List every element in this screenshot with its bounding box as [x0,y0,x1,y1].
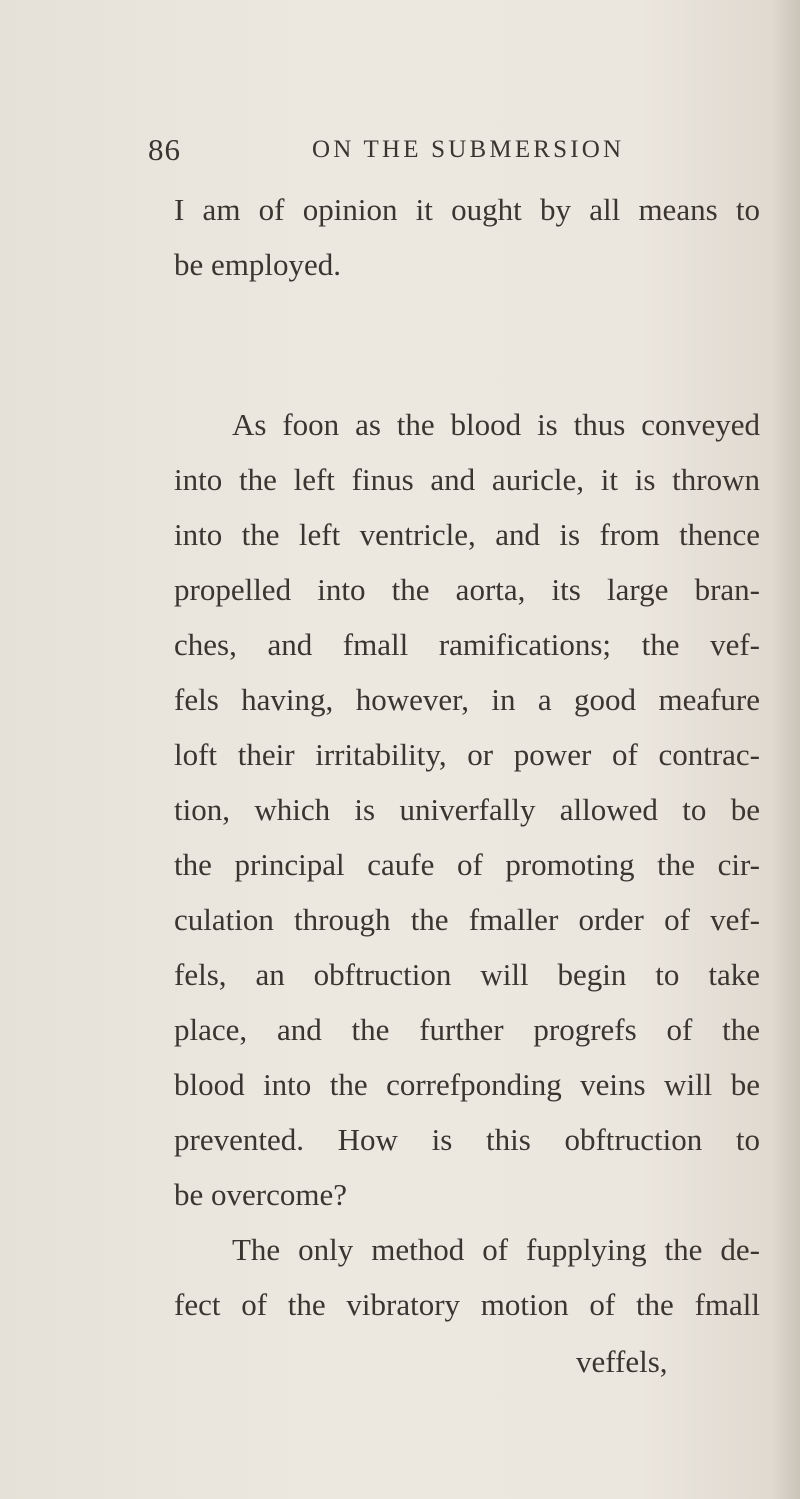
text-line: ches, and fmall ramifications; the vef- [174,627,760,662]
text-line: into the left finus and auricle, it is thrown [174,462,760,497]
catchword: veffels, [576,1344,668,1379]
page-number: 86 [148,132,181,167]
text-line: place, and the further progrefs of the [174,1012,760,1047]
page-edge-shadow [772,0,800,1499]
paragraph-first-line: As foon as the blood is thus conveyed [232,407,760,442]
text-line: into the left ventricle, and is from thence [174,517,760,552]
text-line: culation through the fmaller order of vef- [174,902,760,937]
text-line: fels having, however, in a good meafure [174,682,760,717]
text-line: fels, an obftruction will begin to take [174,957,760,992]
text-line: fect of the vibratory motion of the fmall [174,1287,760,1322]
text-line: I am of opinion it ought by all means to [174,192,760,227]
text-line: the principal caufe of promoting the cir- [174,847,760,882]
running-head [148,132,748,172]
text-line: be employed. [174,247,342,282]
paragraph-first-line: The only method of fupplying the de- [232,1232,760,1267]
text-line: be overcome? [174,1177,347,1212]
text-line: tion, which is univerfally allowed to be [174,792,760,827]
text-line: loft their irritability, or power of contrac- [174,737,760,772]
running-title: ON THE SUBMERSION [312,136,625,163]
text-line: prevented. How is this obftruction to [174,1122,760,1157]
text-line: blood into the correfponding veins will be [174,1067,760,1102]
text-line: propelled into the aorta, its large bran- [174,572,760,607]
